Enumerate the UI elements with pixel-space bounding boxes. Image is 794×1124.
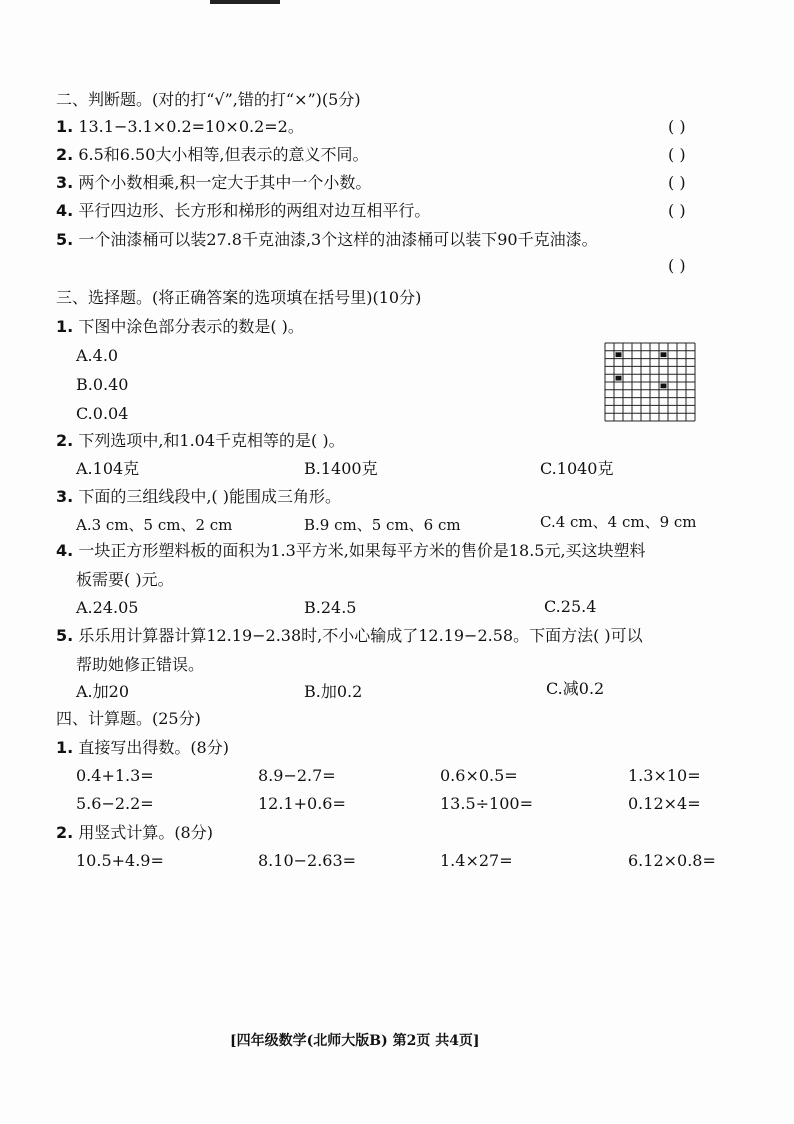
option-c[interactable]: C.1040克	[540, 459, 614, 478]
item-text: 一个油漆桶可以装27.8千克油漆,3个这样的油漆桶可以装下90千克油漆。	[78, 230, 598, 249]
answer-paren[interactable]: ( )	[668, 173, 686, 192]
item-number: 1.	[56, 117, 74, 136]
judge-item-4	[56, 201, 430, 221]
option-b[interactable]: B.9 cm、5 cm、6 cm	[304, 516, 461, 534]
option-a[interactable]: A.24.05	[76, 598, 139, 617]
calc-expr: 8.10−2.63=	[258, 851, 357, 870]
calc-expr: 8.9−2.7=	[258, 766, 336, 785]
choice-q5	[56, 626, 643, 646]
item-text: 乐乐用计算器计算12.19−2.38时,不小心输成了12.19−2.58。下面方法( )可以	[78, 626, 643, 645]
option-a[interactable]: A.104克	[76, 459, 140, 478]
item-number: 2.	[56, 145, 74, 164]
item-text: 下面的三组线段中,( )能围成三角形。	[78, 487, 341, 506]
item-text: 一块正方形塑料板的面积为1.3平方米,如果每平方米的售价是18.5元,买这块塑料	[78, 541, 646, 560]
calc-expr: 1.3×10=	[628, 766, 701, 785]
calc-expr: 0.4+1.3=	[76, 766, 154, 785]
item-number: 2.	[56, 431, 74, 450]
item-text: 6.5和6.50大小相等,但表示的意义不同。	[78, 145, 369, 164]
calc-q2	[56, 823, 213, 843]
shaded-cell	[616, 352, 622, 357]
choice-q2	[56, 431, 345, 451]
hundred-grid	[604, 342, 696, 422]
answer-paren[interactable]: ( )	[668, 201, 686, 220]
choice-q4	[56, 541, 646, 561]
calc-expr: 6.12×0.8=	[628, 851, 716, 870]
option-c[interactable]: C.4 cm、4 cm、9 cm	[540, 513, 697, 531]
shaded-cell	[661, 384, 667, 389]
item-number: 5.	[56, 230, 74, 249]
answer-paren[interactable]: ( )	[668, 256, 686, 275]
item-text: 下列选项中,和1.04千克相等的是( )。	[78, 431, 345, 450]
option-b[interactable]: B.1400克	[304, 459, 378, 478]
choice-q4-cont: 板需要( )元。	[76, 570, 174, 589]
section3-heading: 三、选择题。(将正确答案的选项填在括号里)(10分)	[56, 288, 422, 307]
judge-item-1	[56, 117, 304, 137]
judge-item-3	[56, 173, 371, 193]
option-c[interactable]: C.减0.2	[546, 679, 605, 698]
section2-heading: 二、判断题。(对的打“√”,错的打“×”)(5分)	[56, 90, 361, 109]
calc-q1	[56, 738, 229, 758]
page-footer: [四年级数学(北师大版B) 第2页 共4页]	[230, 1033, 480, 1049]
judge-item-2	[56, 145, 368, 165]
shaded-cell	[661, 352, 667, 357]
calc-expr: 1.4×27=	[440, 851, 513, 870]
option-c[interactable]: C.25.4	[544, 597, 597, 616]
answer-paren[interactable]: ( )	[668, 117, 686, 136]
hundred-grid-figure	[604, 342, 696, 422]
calc-expr: 0.12×4=	[628, 794, 701, 813]
choice-q5-cont: 帮助她修正错误。	[76, 655, 205, 674]
answer-paren[interactable]: ( )	[668, 145, 686, 164]
calc-expr: 5.6−2.2=	[76, 794, 154, 813]
item-text: 两个小数相乘,积一定大于其中一个小数。	[78, 173, 372, 192]
judge-item-5	[56, 230, 598, 250]
item-text: 下图中涂色部分表示的数是( )。	[78, 317, 304, 336]
item-text: 直接写出得数。(8分)	[78, 738, 229, 757]
scan-mark	[210, 0, 280, 4]
option-a[interactable]: A.3 cm、5 cm、2 cm	[76, 516, 233, 534]
choice-q3	[56, 487, 341, 507]
calc-expr: 10.5+4.9=	[76, 851, 164, 870]
item-text: 用竖式计算。(8分)	[78, 823, 213, 842]
item-text: 平行四边形、长方形和梯形的两组对边互相平行。	[78, 201, 431, 220]
calc-expr: 0.6×0.5=	[440, 766, 518, 785]
item-text: 13.1−3.1×0.2=10×0.2=2。	[78, 117, 304, 136]
option-b[interactable]: B.24.5	[304, 598, 357, 617]
item-number: 1.	[56, 738, 74, 757]
shaded-cell	[616, 376, 622, 381]
choice-q1	[56, 317, 304, 337]
item-number: 4.	[56, 541, 74, 560]
item-number: 1.	[56, 317, 74, 336]
option-b[interactable]: B.加0.2	[304, 682, 363, 701]
item-number: 3.	[56, 173, 74, 192]
option-c[interactable]: C.0.04	[76, 404, 129, 423]
item-number: 3.	[56, 487, 74, 506]
item-number: 4.	[56, 201, 74, 220]
calc-expr: 12.1+0.6=	[258, 794, 346, 813]
option-a[interactable]: A.4.0	[76, 346, 119, 365]
option-b[interactable]: B.0.40	[76, 375, 129, 394]
item-number: 2.	[56, 823, 74, 842]
item-number: 5.	[56, 626, 74, 645]
calc-expr: 13.5÷100=	[440, 794, 533, 813]
section4-heading: 四、计算题。(25分)	[56, 709, 201, 728]
option-a[interactable]: A.加20	[76, 682, 130, 701]
